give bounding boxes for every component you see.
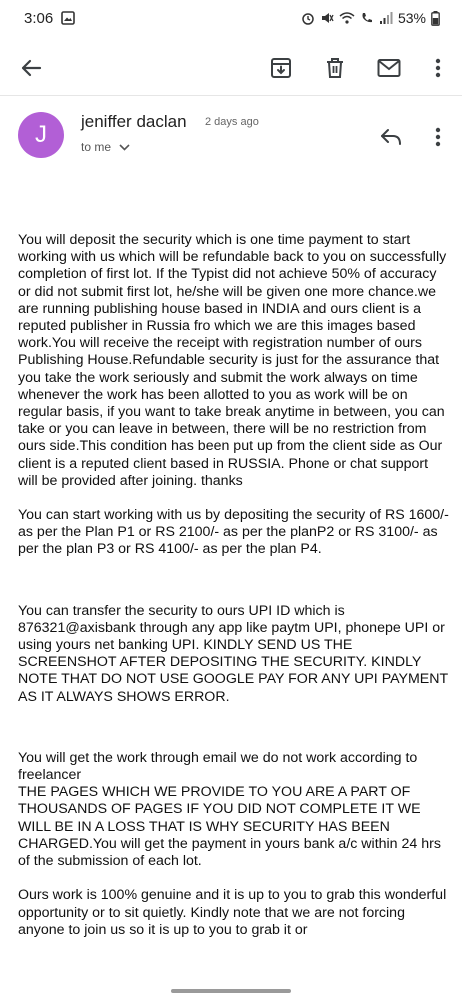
recipient-label: to me [81, 140, 112, 154]
gesture-bar[interactable] [171, 989, 291, 993]
more-vert-icon [435, 58, 441, 78]
wifi-icon [339, 11, 355, 25]
delete-icon [325, 57, 345, 79]
bottom-fade [0, 960, 462, 1000]
call-icon [360, 11, 374, 25]
chevron-down-icon [119, 144, 130, 151]
signal-icon [379, 11, 393, 25]
email-body [18, 232, 450, 939]
body-paragraph: You will deposit the security which is one time payment to start working with us which will be refundable back to you on successfully completion of first lot. If the Typist did not achieve 50% of accuracy or did not submit first lot, he/she will be given one more chance.we are running publishing house based in INDIA and ours client is a reputed publisher in Russia fro which we are this images based work.You will receive the receipt with registration number of ours Publishing House.Refundable security is just for the assurance that you take the work seriously and submit the work always on time whenever the work has been allotted to you as work will be on regular basis, if you want to take break anytime in between, you can take or you can leave in between, there will be no restriction from ours side.This condition has been put up from the client side as Our client is a reputed client based in RUSSIA. Phone or chat support will be provided after joining. thanks [18, 232, 447, 489]
sender-header [0, 106, 462, 168]
archive-button[interactable] [267, 54, 295, 82]
body-paragraph: Ours work is 100% genuine and it is up to you to grab this wonderful opportunity or to sit quietly. Kindly note that we are not forcing anyone to join us so it is up to you to grab it or [18, 887, 447, 938]
mute-icon [320, 11, 334, 25]
back-button[interactable] [17, 54, 45, 82]
mark-unread-icon [377, 58, 401, 78]
avatar[interactable] [18, 112, 64, 158]
toolbar-more-button[interactable] [424, 54, 452, 82]
body-paragraph: You will get the work through email we do not work according to freelancer THE PAGES WHICH WE PROVIDE TO YOU ARE A PART OF THOUSANDS OF PAGES IF YOU DID NOT COMPLETE IT WE WILL BE IN A LOSS THAT IS WHY SECURITY HAS BEEN CHARGED.You will get the payment in yours bank a/c within 24 hrs of the submission of each lot. [18, 749, 441, 870]
status-right [301, 10, 440, 26]
avatar-initial: J [35, 121, 47, 148]
back-arrow-icon [20, 57, 42, 79]
body-paragraph: You can transfer the security to ours UPI ID which is 876321@axisbank through any app like paytm UPI, phonepe UPI or using yours net banking UPI. KINDLY SEND US THE SCREENSHOT AFTER DEPOSITING THE SECURITY. KINDLY NOTE THAT DO NOT USE GOOGLE PAY FOR ANY UPI PAYMENT AS IT ALWAYS SHOWS ERROR. [18, 602, 448, 705]
recipient-toggle[interactable] [81, 140, 130, 154]
mark-unread-button[interactable] [375, 54, 403, 82]
battery-icon [431, 11, 440, 26]
body-paragraph: You can start working with us by depositing the security of RS 1600/- as per the Plan P1 or RS 2100/- as per the planP2 or RS 3100/- as per the plan P3 or RS 4100/- as per the plan P4. [18, 507, 449, 558]
gallery-notification-icon [61, 11, 75, 25]
reply-button[interactable] [376, 122, 406, 152]
delete-button[interactable] [321, 54, 349, 82]
battery-percent: 53% [397, 10, 426, 26]
status-bar [0, 0, 462, 36]
status-left [24, 10, 75, 27]
email-toolbar [0, 40, 462, 96]
message-more-button[interactable] [426, 122, 450, 152]
more-vert-icon [435, 127, 441, 147]
sender-name[interactable]: jeniffer daclan [81, 112, 187, 131]
archive-icon [270, 57, 292, 79]
reply-icon [380, 128, 402, 146]
alarm-icon [301, 11, 315, 25]
status-time: 3:06 [24, 9, 54, 27]
email-date: 2 days ago [205, 116, 259, 128]
